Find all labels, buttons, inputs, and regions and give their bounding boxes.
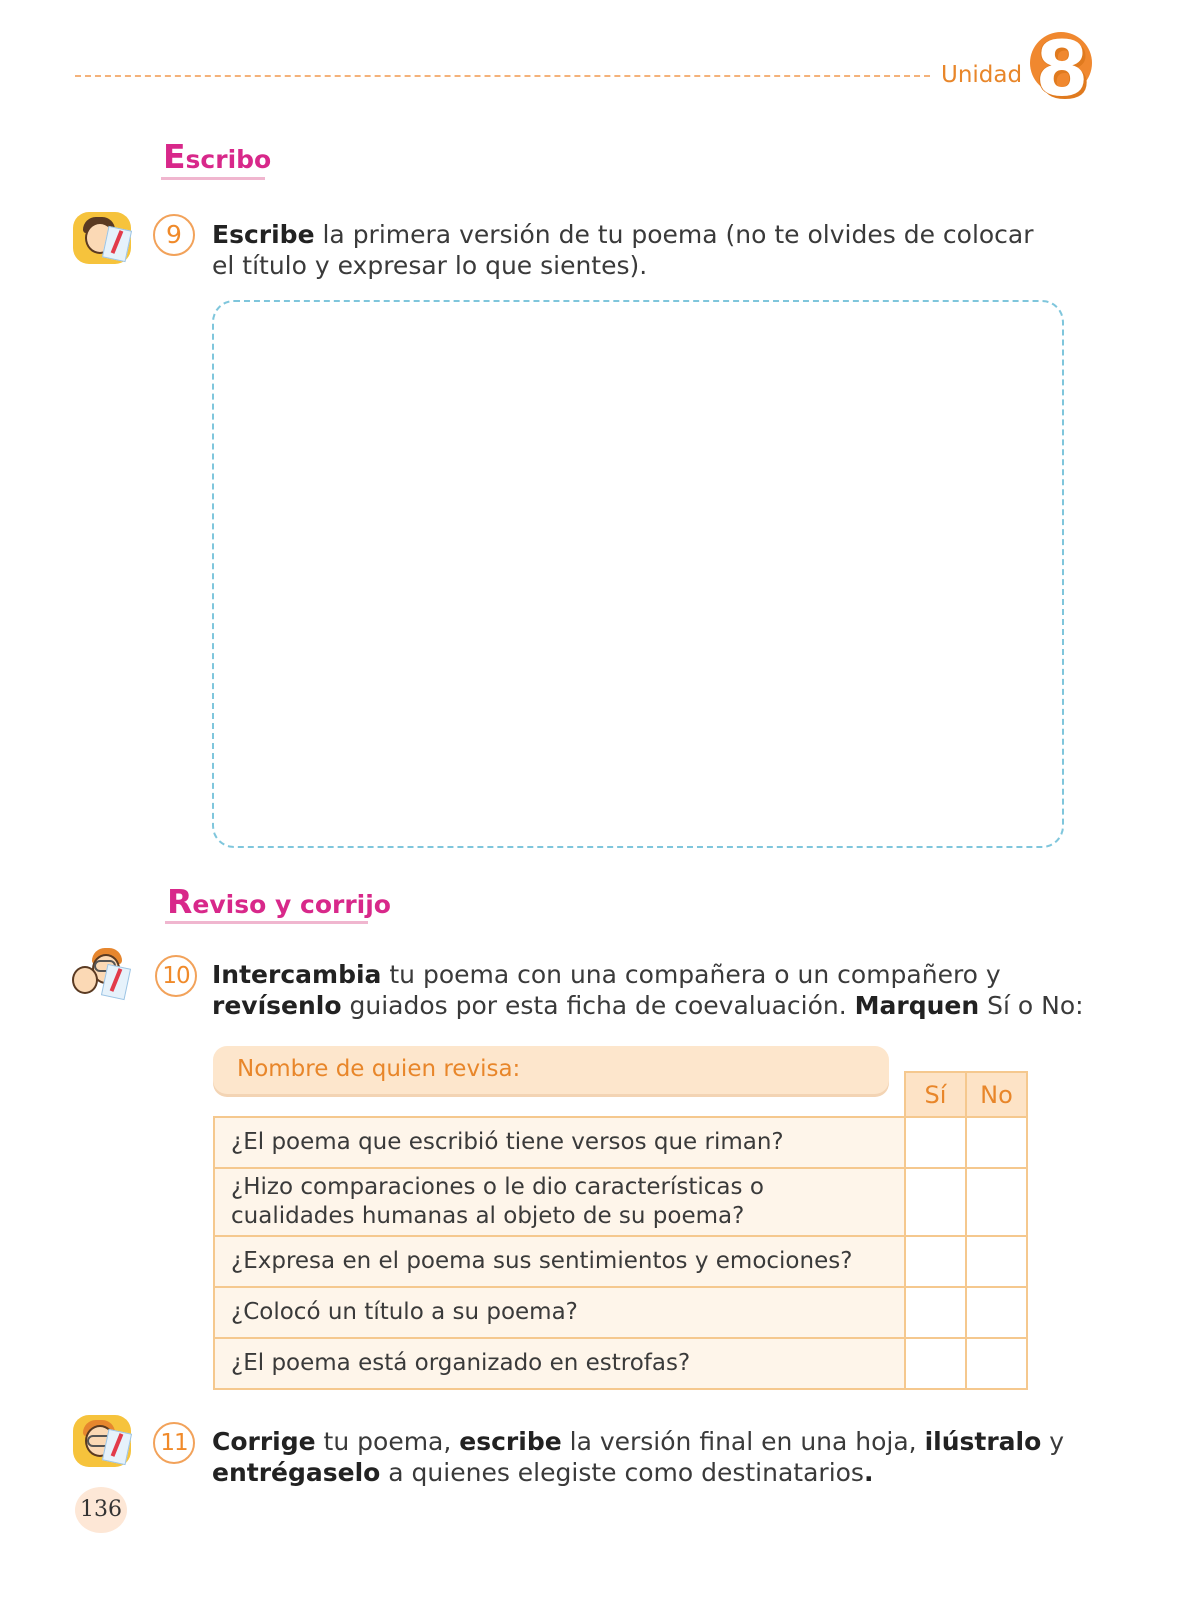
- no-checkbox[interactable]: [966, 1117, 1027, 1168]
- question-cell: ¿Expresa en el poema sus sentimientos y emociones?: [214, 1236, 905, 1287]
- yes-checkbox[interactable]: [905, 1338, 966, 1389]
- table-row: [214, 1168, 1027, 1236]
- yes-checkbox[interactable]: [905, 1168, 966, 1236]
- table-row: [214, 1338, 1027, 1389]
- unit-label: Unidad: [941, 62, 1023, 88]
- section-underline: [161, 177, 265, 180]
- activity-number-9: 9: [153, 214, 195, 256]
- question-cell: ¿Colocó un título a su poema?: [214, 1287, 905, 1338]
- no-checkbox[interactable]: [966, 1287, 1027, 1338]
- no-checkbox[interactable]: [966, 1236, 1027, 1287]
- boy-writing-icon: [73, 1415, 131, 1467]
- question-cell: ¿Hizo comparaciones o le dio características o cualidades humanas al objeto de su poema?: [214, 1168, 905, 1236]
- yes-checkbox[interactable]: [905, 1117, 966, 1168]
- activity-11-instruction: Corrige tu poema, escribe la versión final en una hoja, ilústralo y entrégaselo a quienes elegiste como destinatarios.: [212, 1427, 1065, 1487]
- table-row: [214, 1287, 1027, 1338]
- no-checkbox[interactable]: [966, 1338, 1027, 1389]
- section-underline: [165, 921, 368, 924]
- table-row: [214, 1236, 1027, 1287]
- yes-column-header: Sí: [905, 1072, 966, 1117]
- question-cell: ¿El poema que escribió tiene versos que riman?: [214, 1117, 905, 1168]
- activity-9-instruction: Escribe la primera versión de tu poema (no te olvides de colocar el título y expresar lo que sientes).: [212, 220, 1034, 280]
- activity-number-10: 10: [155, 955, 197, 997]
- activity-10-instruction: Intercambia tu poema con una compañera o un compañero y revísenlo guiados por esta ficha de coevaluación. Marquen Sí o No:: [212, 960, 1084, 1020]
- no-column-header: No: [966, 1072, 1027, 1117]
- kids-reviewing-icon: [70, 946, 128, 998]
- unit-number: 8: [1035, 24, 1089, 113]
- coevaluation-table: [213, 1071, 1028, 1390]
- table-row: [214, 1117, 1027, 1168]
- yes-checkbox[interactable]: [905, 1287, 966, 1338]
- question-cell: ¿El poema está organizado en estrofas?: [214, 1338, 905, 1389]
- section-title-reviso-y-corrijo: Reviso y corrijo: [167, 882, 391, 921]
- activity-number-11: 11: [153, 1422, 195, 1464]
- reviewer-name-label: Nombre de quien revisa:: [237, 1056, 521, 1082]
- header-dashed-rule: [75, 75, 930, 77]
- reviewer-name-field[interactable]: [213, 1046, 889, 1094]
- yes-checkbox[interactable]: [905, 1236, 966, 1287]
- poem-writing-area[interactable]: [212, 300, 1064, 848]
- girl-writing-icon: [73, 212, 131, 264]
- no-checkbox[interactable]: [966, 1168, 1027, 1236]
- page-number: 136: [75, 1487, 127, 1533]
- section-title-escribo: Escribo: [163, 137, 272, 176]
